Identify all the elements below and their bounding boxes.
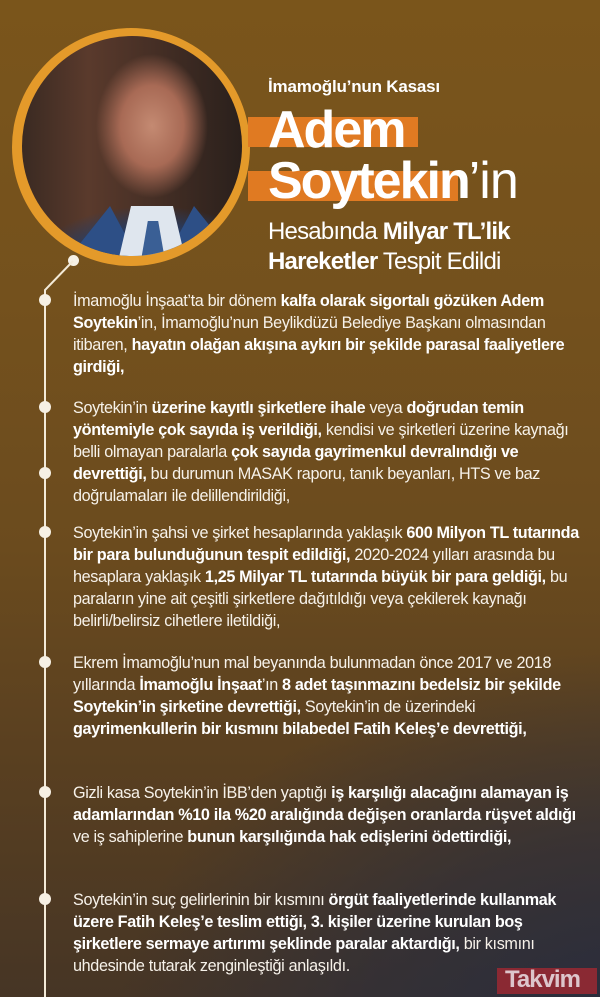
entry-text-bold: 8 adet taşınmazını bedelsiz bir şekilde Soytekin’in şirketine devrettiği, [73,676,561,716]
takvim-logo [497,968,597,994]
headline-surname: Soytekin [268,152,469,210]
entry-text: bu durumun MASAK raporu, tanık beyanları, HTS ve baz doğrulamaları ile delillendirildiği, [73,465,541,505]
headline-name-first: Adem [268,101,405,159]
timeline-dot [39,656,51,668]
entry-text-bold: gayrimenkullerin bir kısmını bilabedel Fatih Keleş’e devrettiği, [73,720,527,738]
timeline-entry [73,652,583,740]
entry-text: Soytekin’in de üzerindeki [300,698,476,716]
timeline-dot [39,526,51,538]
entry-text-bold: çok sayıda gayrimenkul devralındığı ve devrettiği, [73,443,519,483]
entry-text-bold: İmamoğlu İnşaat [139,676,262,694]
timeline-entry [73,290,583,378]
entry-text: 2020-2024 yılları arasında bu hesaplara yaklaşık [73,546,555,586]
entry-text: Gizli kasa Soytekin’in İBB’den yaptığı [73,784,332,802]
entry-text-bold: iş karşılığı alacağını alamayan iş adamlarından %10 ila %20 aralığında değişen oranlarda rüşvet aldığı [73,784,576,824]
entry-text: Soytekin’in suç gelirlerinin bir kısmını [73,891,329,909]
subtitle-line-2 [268,250,501,274]
entry-text: Ekrem İmamoğlu’nun mal beyanında bulunmadan önce 2017 ve 2018 yıllarında [73,654,552,694]
entry-text: Soytekin’in şahsi ve şirket hesaplarında yaklaşık [73,524,407,542]
entry-text-bold: doğrudan temin yöntemiyle çok sayıda iş verildiği, [73,399,524,439]
timeline-entry [73,889,583,977]
timeline-entry [73,782,583,848]
entry-text: veya [365,399,407,417]
timeline-dot [39,467,51,479]
entry-text-bold: örgüt faaliyetlerinde kullanmak üzere Fatih Keleş’e teslim ettiği, 3. kişiler üzerine kurulan boş şirketlere sermaye artırımı şeklinde paralar aktardığı, [73,891,557,953]
entry-text-bold: 1,25 Milyar TL tutarında büyük bir para geldiği, [204,568,546,586]
headline-suffix: ’in [468,152,518,210]
entry-text-bold: hayatın olağan akışına aykırı bir şekilde parasal faaliyetlere girdiği, [73,336,565,376]
timeline-dot [39,893,51,905]
logo-text: Takvim [505,966,580,993]
entry-text-bold: kalfa olarak sigortalı gözüken Adem Soytekin [73,292,544,332]
entry-text: ’in, İmamoğlu’nun Beylikdüzü Belediye Başkanı olmasından itibaren, [73,314,546,354]
entry-text: İmamoğlu İnşaat’ta bir dönem [73,292,281,310]
timeline-dot [39,294,51,306]
entry-text: bir kısmını uhdesinde tutarak zenginleştiği anlaşıldı. [73,935,535,975]
timeline-entry [73,522,583,632]
entry-text: ’ın [261,676,283,694]
timeline-connector [0,0,100,320]
subtitle-regular: Tespit Edildi [377,248,501,275]
subtitle-bold: Hareketler [268,248,378,275]
subtitle-bold: Milyar TL’lik [382,218,510,245]
timeline-dot [39,786,51,798]
entry-text-bold: 600 Milyon TL tutarında bir para bulunduğunun tespit edildiği, [73,524,579,564]
entry-text: bu paraların yine ait çeşitli şirketlere dağıtıldığı veya çekilerek kaynağı belirli/belirsiz cihetlere iletildiği, [73,568,568,630]
entry-text: ve iş sahiplerine [73,828,188,846]
subtitle-regular: Hesabında [268,218,383,245]
timeline-dot [39,401,51,413]
headline-name-last [268,152,518,210]
entry-text: kendisi ve şirketleri üzerine kaynağı belli olmayan paralarla [73,421,569,461]
subtitle-line-1 [268,220,510,244]
entry-text: Soytekin’in [73,399,152,417]
timeline-entry [73,397,583,507]
kicker: İmamoğlu’nun Kasası [268,77,440,96]
entry-text-bold: bunun karşılığında hak edişlerini ödettirdiği, [187,828,512,846]
entry-text-bold: üzerine kayıtlı şirketlere ihale [151,399,366,417]
